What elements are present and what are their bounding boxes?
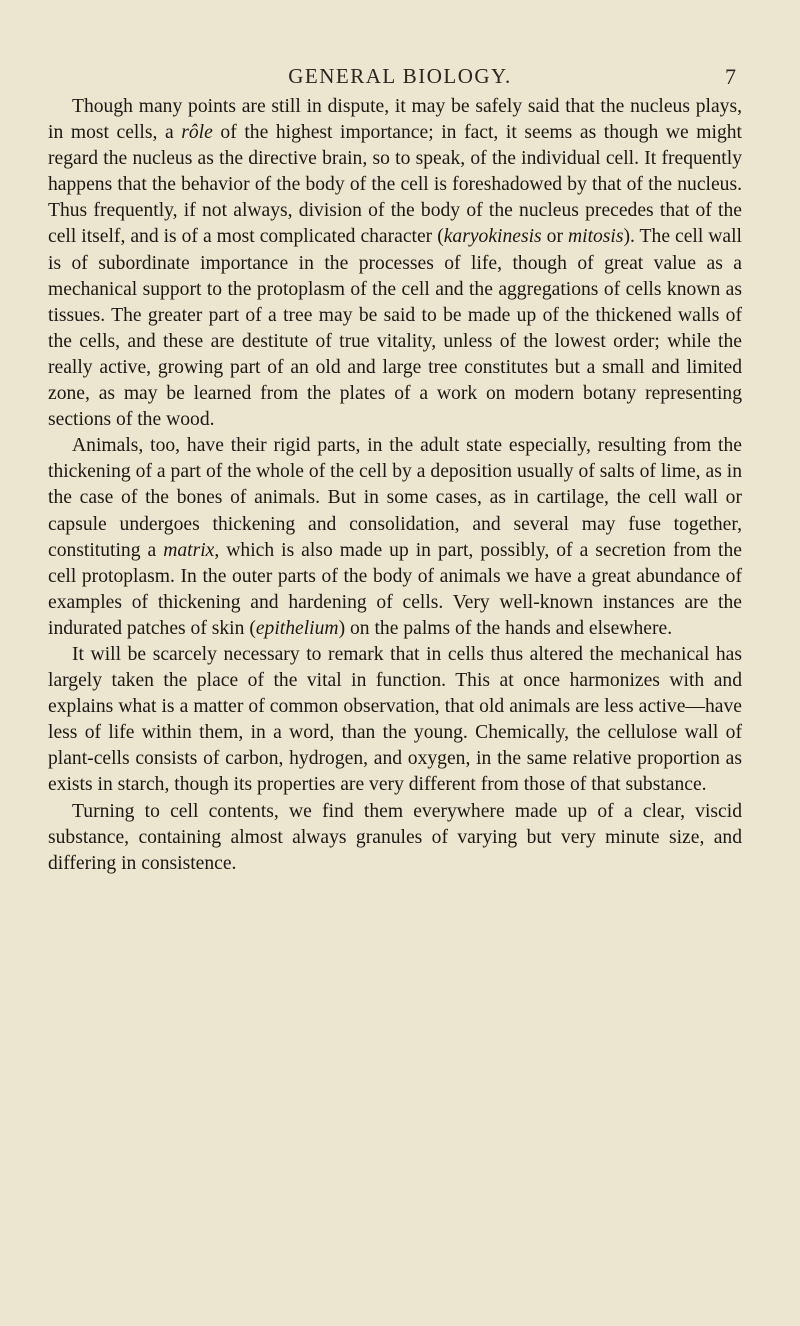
italic-term-role: rôle <box>181 122 213 144</box>
paragraph-cell-contents <box>48 799 742 877</box>
text-run: ) on the palms of the hands and elsewhere. <box>338 617 673 639</box>
paragraph-animals <box>48 433 742 642</box>
text-run: It will be scarcely necessary to remark that in cells thus altered the mechanical has largely taken the place of the vital in function. This at once harmonizes with and explains what is a matter of common observation, that old animals are less active—have less of life within them, in a word, than the young. Chemically, the cellulose wall of plant-cells consists of carbon, hydrogen, and oxygen, in the same relative proportion as exists in starch, though its properties are very different from those of that substance. <box>48 643 742 796</box>
paragraph-mechanical <box>48 642 742 799</box>
text-run: ). The cell wall is of subordinate importance in the processes of life, though of great value as a mechanical support to the protoplasm of the cell and the aggregations of cells known as tissues. The greater part of a tree may be said to be made up of the thickened walls of the cells, and these are destitute of true vitality, unless of the lowest order; while the really active, growing part of an old and large tree constitutes but a small and limited zone, as may be learned from the plates of a work on modern botany representing sections of the wood. <box>48 226 742 431</box>
body-text <box>48 94 742 877</box>
page-header <box>60 64 740 92</box>
italic-term-matrix: matrix <box>163 539 215 561</box>
paragraph-nucleus <box>48 94 742 433</box>
italic-term-epithelium: epithelium <box>255 617 339 639</box>
text-run: , which is also made up in part, possibly, of a secretion from the cell protoplasm. In the outer parts of the body of animals we have a great abundance of examples of thickening and hardening of cells. Very well-known instances are the indurated patches of skin ( <box>48 539 742 639</box>
text-run: Though many points are still in dispute, it may be safely said that the nucleus plays, in most cells, a <box>48 96 742 144</box>
italic-term-karyokinesis: karyokinesis <box>443 226 542 248</box>
page-number: 7 <box>725 64 736 89</box>
running-head: GENERAL BIOLOGY. <box>288 64 512 88</box>
text-run: of the highest importance; in fact, it seems as though we might regard the nucleus as the directive brain, so to speak, of the individual cell. It frequently happens that the behavior of the body of the cell is foreshadowed by that of the nucleus. Thus frequently, if not always, division of the body of the nucleus precedes that of the cell itself, and is of a most complicated character ( <box>48 122 743 248</box>
text-run: or <box>541 226 568 248</box>
text-run: Animals, too, have their rigid parts, in the adult state especially, resulting from the thickening of a part of the whole of the cell by a deposition usually of salts of lime, as in the case of the bones of animals. But in some cases, as in cartilage, the cell wall or capsule undergoes thickening and consolidation, and several may fuse together, constituting a <box>48 435 742 561</box>
italic-term-mitosis: mitosis <box>567 226 624 248</box>
text-run: Turning to cell contents, we find them everywhere made up of a clear, viscid substance, containing almost always granules of varying but very minute size, and differing in consistence. <box>48 800 742 874</box>
